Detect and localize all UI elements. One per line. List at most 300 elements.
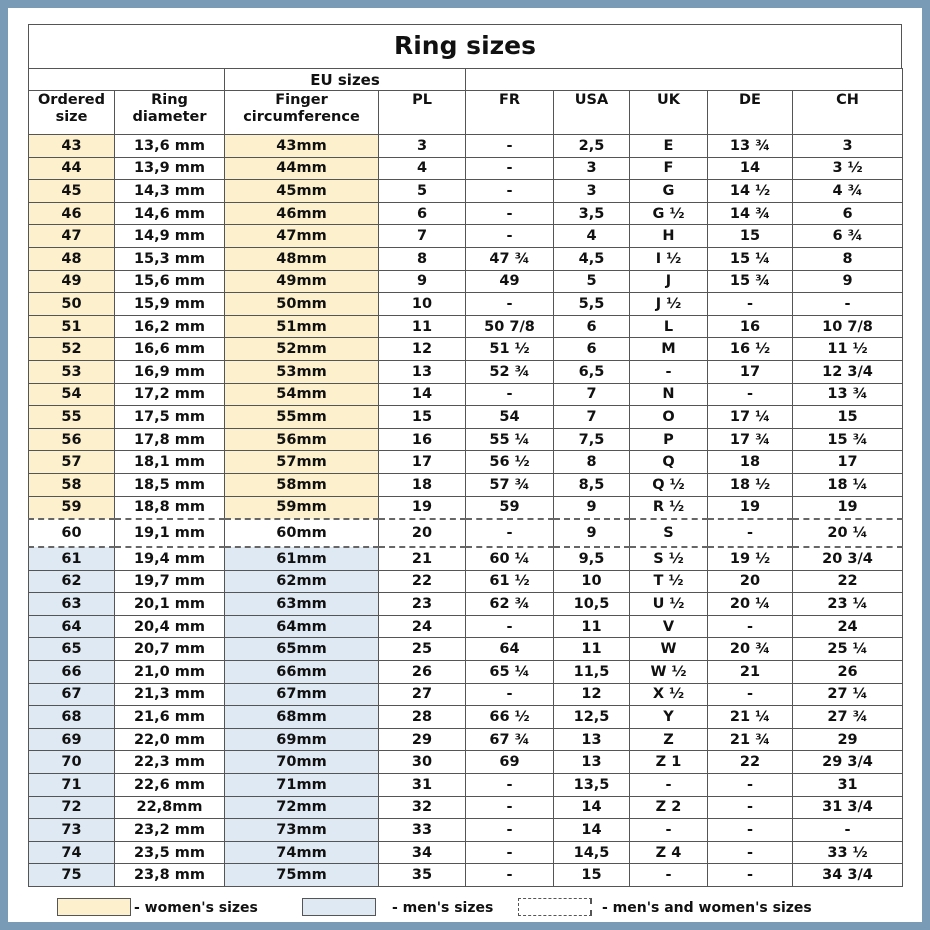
table-cell: 7 bbox=[554, 383, 630, 406]
table-cell: Z bbox=[630, 728, 708, 751]
table-cell: 45mm bbox=[225, 180, 379, 203]
table-cell: 22,3 mm bbox=[115, 751, 225, 774]
table-cell: 73 bbox=[29, 819, 115, 842]
table-cell: - bbox=[630, 774, 708, 797]
table-cell: 18,8 mm bbox=[115, 496, 225, 519]
table-cell: 20 3/4 bbox=[793, 547, 903, 570]
table-cell: 22,8mm bbox=[115, 796, 225, 819]
table-body bbox=[29, 135, 903, 887]
table-row bbox=[29, 428, 903, 451]
table-cell: 14 ½ bbox=[708, 180, 793, 203]
table-cell: 18 ½ bbox=[708, 473, 793, 496]
legend-label-both: - men's and women's sizes bbox=[602, 900, 812, 916]
table-cell: 11,5 bbox=[554, 661, 630, 684]
table-cell: 12 bbox=[554, 683, 630, 706]
table-cell: 9 bbox=[554, 519, 630, 547]
table-row bbox=[29, 496, 903, 519]
group-header-blank bbox=[29, 69, 225, 91]
table-cell: 61 bbox=[29, 547, 115, 570]
table-cell: 11 bbox=[554, 638, 630, 661]
table-cell: - bbox=[466, 225, 554, 248]
table-row bbox=[29, 406, 903, 429]
table-cell: 22,6 mm bbox=[115, 774, 225, 797]
table-cell: 56 bbox=[29, 428, 115, 451]
table-cell: 7 bbox=[554, 406, 630, 429]
table-cell: - bbox=[708, 864, 793, 887]
table-cell: 20 ¼ bbox=[708, 593, 793, 616]
table-cell: 68 bbox=[29, 706, 115, 729]
table-cell: - bbox=[630, 360, 708, 383]
table-cell: 20 bbox=[708, 570, 793, 593]
table-cell: 58 bbox=[29, 473, 115, 496]
table-cell: - bbox=[793, 293, 903, 316]
table-cell: 26 bbox=[379, 661, 466, 684]
table-cell: 2,5 bbox=[554, 135, 630, 158]
table-cell: 8 bbox=[793, 247, 903, 270]
table-cell: - bbox=[466, 180, 554, 203]
table-cell: 9 bbox=[793, 270, 903, 293]
table-cell: - bbox=[708, 519, 793, 547]
column-header: FR bbox=[466, 91, 554, 135]
table-cell: U ½ bbox=[630, 593, 708, 616]
column-header: Ring diameter bbox=[115, 91, 225, 135]
table-cell: 70mm bbox=[225, 751, 379, 774]
table-cell: J ½ bbox=[630, 293, 708, 316]
table-cell: 14,3 mm bbox=[115, 180, 225, 203]
table-cell: 3 ½ bbox=[793, 157, 903, 180]
table-cell: V bbox=[630, 615, 708, 638]
table-cell: 10 bbox=[379, 293, 466, 316]
legend bbox=[0, 896, 914, 916]
table-cell: 49 bbox=[466, 270, 554, 293]
column-header: CH bbox=[793, 91, 903, 135]
table-cell: - bbox=[630, 819, 708, 842]
table-cell: 29 bbox=[379, 728, 466, 751]
table-cell: 71mm bbox=[225, 774, 379, 797]
table-cell: 68mm bbox=[225, 706, 379, 729]
ring-size-table bbox=[28, 68, 903, 887]
table-cell: Z 4 bbox=[630, 841, 708, 864]
table-cell: 26 bbox=[793, 661, 903, 684]
table-cell: 13,6 mm bbox=[115, 135, 225, 158]
table-cell: W bbox=[630, 638, 708, 661]
table-cell: 8 bbox=[379, 247, 466, 270]
table-cell: 46mm bbox=[225, 202, 379, 225]
legend-swatch-women bbox=[57, 898, 131, 916]
table-cell: 10 bbox=[554, 570, 630, 593]
table-cell: 59 bbox=[29, 496, 115, 519]
table-cell: 75mm bbox=[225, 864, 379, 887]
table-cell: 21 ¾ bbox=[708, 728, 793, 751]
table-cell: 60mm bbox=[225, 519, 379, 547]
table-cell: 55 ¼ bbox=[466, 428, 554, 451]
table-cell: 6 bbox=[793, 202, 903, 225]
table-cell: - bbox=[466, 157, 554, 180]
table-cell: 60 bbox=[29, 519, 115, 547]
table-row bbox=[29, 360, 903, 383]
table-cell: - bbox=[466, 519, 554, 547]
table-row bbox=[29, 706, 903, 729]
table-cell: 47 bbox=[29, 225, 115, 248]
column-header: UK bbox=[630, 91, 708, 135]
table-cell: 13,5 bbox=[554, 774, 630, 797]
table-cell: - bbox=[466, 202, 554, 225]
table-cell: Q ½ bbox=[630, 473, 708, 496]
table-cell: 16,6 mm bbox=[115, 338, 225, 361]
table-cell: 69 bbox=[29, 728, 115, 751]
table-cell: 69mm bbox=[225, 728, 379, 751]
table-cell: 50 7/8 bbox=[466, 315, 554, 338]
table-cell: - bbox=[466, 135, 554, 158]
table-cell: 17 bbox=[793, 451, 903, 474]
table-row bbox=[29, 841, 903, 864]
table-cell: 12,5 bbox=[554, 706, 630, 729]
table-cell: 10,5 bbox=[554, 593, 630, 616]
table-cell: 72 bbox=[29, 796, 115, 819]
table-cell: 50mm bbox=[225, 293, 379, 316]
table-cell: 61mm bbox=[225, 547, 379, 570]
table-cell: 22,0 mm bbox=[115, 728, 225, 751]
legend-swatch-men bbox=[302, 898, 376, 916]
table-cell: 29 3/4 bbox=[793, 751, 903, 774]
table-cell: 31 bbox=[379, 774, 466, 797]
table-cell: 15,9 mm bbox=[115, 293, 225, 316]
table-cell: 28 bbox=[379, 706, 466, 729]
table-cell: 16 bbox=[379, 428, 466, 451]
table-cell: 44mm bbox=[225, 157, 379, 180]
table-cell: 16,2 mm bbox=[115, 315, 225, 338]
table-cell: 20,1 mm bbox=[115, 593, 225, 616]
table-row bbox=[29, 683, 903, 706]
table-cell: - bbox=[708, 841, 793, 864]
table-cell: 19 bbox=[379, 496, 466, 519]
table-row bbox=[29, 570, 903, 593]
table-cell: - bbox=[708, 293, 793, 316]
table-cell: 74 bbox=[29, 841, 115, 864]
table-cell: P bbox=[630, 428, 708, 451]
table-cell: 31 bbox=[793, 774, 903, 797]
table-cell: 23,2 mm bbox=[115, 819, 225, 842]
table-cell: O bbox=[630, 406, 708, 429]
table-cell: 18,5 mm bbox=[115, 473, 225, 496]
table-row bbox=[29, 473, 903, 496]
table-row bbox=[29, 293, 903, 316]
table-cell: 35 bbox=[379, 864, 466, 887]
table-cell: 19,7 mm bbox=[115, 570, 225, 593]
table-cell: 15 ¾ bbox=[793, 428, 903, 451]
table-cell: 62mm bbox=[225, 570, 379, 593]
table-cell: 24 bbox=[793, 615, 903, 638]
table-cell: 32 bbox=[379, 796, 466, 819]
table-cell: 64 bbox=[466, 638, 554, 661]
table-cell: 20,7 mm bbox=[115, 638, 225, 661]
table-row bbox=[29, 270, 903, 293]
table-cell: 63mm bbox=[225, 593, 379, 616]
table-cell: 57 ¾ bbox=[466, 473, 554, 496]
table-cell: 43 bbox=[29, 135, 115, 158]
table-cell: 53 bbox=[29, 360, 115, 383]
table-cell: 54 bbox=[466, 406, 554, 429]
table-cell: 20 ¾ bbox=[708, 638, 793, 661]
table-cell: 24 bbox=[379, 615, 466, 638]
table-cell: - bbox=[466, 615, 554, 638]
table-row bbox=[29, 751, 903, 774]
table-cell: 19,1 mm bbox=[115, 519, 225, 547]
table-cell: 61 ½ bbox=[466, 570, 554, 593]
table-cell: 29 bbox=[793, 728, 903, 751]
table-cell: 13,9 mm bbox=[115, 157, 225, 180]
table-cell: 66 ½ bbox=[466, 706, 554, 729]
table-cell: 63 bbox=[29, 593, 115, 616]
table-cell: 48mm bbox=[225, 247, 379, 270]
group-header-row bbox=[29, 69, 903, 91]
table-cell: 34 3/4 bbox=[793, 864, 903, 887]
table-cell: 17 ¼ bbox=[708, 406, 793, 429]
table-cell: 17 bbox=[708, 360, 793, 383]
table-cell: 14,5 bbox=[554, 841, 630, 864]
table-cell: 14 bbox=[379, 383, 466, 406]
table-cell: 3,5 bbox=[554, 202, 630, 225]
table-cell: 16 ½ bbox=[708, 338, 793, 361]
table-cell: 49 bbox=[29, 270, 115, 293]
table-cell: 33 bbox=[379, 819, 466, 842]
table-row bbox=[29, 796, 903, 819]
table-row bbox=[29, 157, 903, 180]
table-cell: 64 bbox=[29, 615, 115, 638]
table-cell: R ½ bbox=[630, 496, 708, 519]
table-cell: J bbox=[630, 270, 708, 293]
table-cell: 11 bbox=[379, 315, 466, 338]
table-cell: 75 bbox=[29, 864, 115, 887]
table-row bbox=[29, 819, 903, 842]
table-cell: 31 3/4 bbox=[793, 796, 903, 819]
table-cell: 70 bbox=[29, 751, 115, 774]
table-cell: 51 bbox=[29, 315, 115, 338]
table-cell: 47mm bbox=[225, 225, 379, 248]
table-cell: - bbox=[708, 683, 793, 706]
table-cell: 17 ¾ bbox=[708, 428, 793, 451]
table-cell: 23 ¼ bbox=[793, 593, 903, 616]
table-cell: - bbox=[793, 819, 903, 842]
table-cell: 65 ¼ bbox=[466, 661, 554, 684]
table-cell: 20,4 mm bbox=[115, 615, 225, 638]
table-cell: Z 2 bbox=[630, 796, 708, 819]
column-header: USA bbox=[554, 91, 630, 135]
table-cell: 44 bbox=[29, 157, 115, 180]
table-row bbox=[29, 202, 903, 225]
table-cell: 21 bbox=[379, 547, 466, 570]
table-cell: 54 bbox=[29, 383, 115, 406]
table-cell: X ½ bbox=[630, 683, 708, 706]
table-row bbox=[29, 247, 903, 270]
table-cell: 6 bbox=[379, 202, 466, 225]
table-cell: 8,5 bbox=[554, 473, 630, 496]
table-row bbox=[29, 180, 903, 203]
table-cell: 17,2 mm bbox=[115, 383, 225, 406]
table-cell: E bbox=[630, 135, 708, 158]
table-cell: 51 ½ bbox=[466, 338, 554, 361]
table-row bbox=[29, 225, 903, 248]
table-cell: 22 bbox=[708, 751, 793, 774]
column-header-row bbox=[29, 91, 903, 135]
legend-label-men: - men's sizes bbox=[392, 900, 494, 916]
table-cell: 25 ¼ bbox=[793, 638, 903, 661]
table-cell: 8 bbox=[554, 451, 630, 474]
table-cell: 45 bbox=[29, 180, 115, 203]
table-cell: 22 bbox=[793, 570, 903, 593]
table-cell: 4 ¾ bbox=[793, 180, 903, 203]
table-cell: 23,8 mm bbox=[115, 864, 225, 887]
table-cell: I ½ bbox=[630, 247, 708, 270]
table-cell: 14 ¾ bbox=[708, 202, 793, 225]
table-cell: 52mm bbox=[225, 338, 379, 361]
table-cell: 73mm bbox=[225, 819, 379, 842]
legend-swatch-both bbox=[518, 898, 592, 916]
table-row bbox=[29, 615, 903, 638]
table-cell: 14,9 mm bbox=[115, 225, 225, 248]
table-cell: - bbox=[708, 819, 793, 842]
table-cell: 16 bbox=[708, 315, 793, 338]
table-cell: 12 3/4 bbox=[793, 360, 903, 383]
table-cell: 62 ¾ bbox=[466, 593, 554, 616]
table-cell: 30 bbox=[379, 751, 466, 774]
table-cell: T ½ bbox=[630, 570, 708, 593]
table-cell: H bbox=[630, 225, 708, 248]
table-cell: 19 bbox=[793, 496, 903, 519]
table-cell: 6 bbox=[554, 315, 630, 338]
table-cell: 48 bbox=[29, 247, 115, 270]
column-header: Finger circumference bbox=[225, 91, 379, 135]
column-header: PL bbox=[379, 91, 466, 135]
table-cell: 59mm bbox=[225, 496, 379, 519]
table-cell: 72mm bbox=[225, 796, 379, 819]
table-cell: - bbox=[630, 864, 708, 887]
table-cell: S ½ bbox=[630, 547, 708, 570]
table-cell: 50 bbox=[29, 293, 115, 316]
table-cell: 4 bbox=[379, 157, 466, 180]
table-cell: 6 bbox=[554, 338, 630, 361]
legend-label-women: - women's sizes bbox=[134, 900, 258, 916]
table-cell: M bbox=[630, 338, 708, 361]
table-cell: 18 ¼ bbox=[793, 473, 903, 496]
table-cell: 10 7/8 bbox=[793, 315, 903, 338]
table-cell: 55 bbox=[29, 406, 115, 429]
table-cell: - bbox=[708, 774, 793, 797]
table-cell: 15 bbox=[554, 864, 630, 887]
table-row bbox=[29, 864, 903, 887]
table-cell: - bbox=[466, 864, 554, 887]
table-cell: 21,6 mm bbox=[115, 706, 225, 729]
table-cell: 51mm bbox=[225, 315, 379, 338]
table-cell: 57 bbox=[29, 451, 115, 474]
table-cell: 27 bbox=[379, 683, 466, 706]
table-cell: 47 ¾ bbox=[466, 247, 554, 270]
table-cell: 23 bbox=[379, 593, 466, 616]
table-cell: 66mm bbox=[225, 661, 379, 684]
table-cell: 67 bbox=[29, 683, 115, 706]
table-cell: - bbox=[466, 683, 554, 706]
table-cell: 43mm bbox=[225, 135, 379, 158]
table-cell: 12 bbox=[379, 338, 466, 361]
table-cell: 46 bbox=[29, 202, 115, 225]
table-cell: 4 bbox=[554, 225, 630, 248]
table-row bbox=[29, 315, 903, 338]
table-cell: 34 bbox=[379, 841, 466, 864]
table-cell: 14 bbox=[554, 796, 630, 819]
table-cell: 14 bbox=[708, 157, 793, 180]
table-cell: 20 bbox=[379, 519, 466, 547]
table-cell: 54mm bbox=[225, 383, 379, 406]
column-header: Ordered size bbox=[29, 91, 115, 135]
table-cell: 74mm bbox=[225, 841, 379, 864]
table-cell: 20 ¼ bbox=[793, 519, 903, 547]
table-cell: 33 ½ bbox=[793, 841, 903, 864]
table-cell: 11 bbox=[554, 615, 630, 638]
table-cell: - bbox=[466, 774, 554, 797]
table-cell: 53mm bbox=[225, 360, 379, 383]
table-cell: 27 ¼ bbox=[793, 683, 903, 706]
table-cell: 9 bbox=[554, 496, 630, 519]
table-cell: 56mm bbox=[225, 428, 379, 451]
table-cell: 11 ½ bbox=[793, 338, 903, 361]
table-cell: 17,5 mm bbox=[115, 406, 225, 429]
table-cell: - bbox=[466, 293, 554, 316]
table-cell: 13 bbox=[379, 360, 466, 383]
table-cell: 13 ¾ bbox=[708, 135, 793, 158]
table-cell: 13 bbox=[554, 751, 630, 774]
table-cell: 62 bbox=[29, 570, 115, 593]
table-cell: 15,6 mm bbox=[115, 270, 225, 293]
table-row bbox=[29, 638, 903, 661]
table-cell: F bbox=[630, 157, 708, 180]
table-cell: 25 bbox=[379, 638, 466, 661]
table-cell: 3 bbox=[554, 180, 630, 203]
table-cell: - bbox=[466, 796, 554, 819]
table-cell: Q bbox=[630, 451, 708, 474]
table-cell: 3 bbox=[554, 157, 630, 180]
table-cell: - bbox=[708, 383, 793, 406]
table-cell: 14,6 mm bbox=[115, 202, 225, 225]
table-cell: 3 bbox=[793, 135, 903, 158]
table-cell: 60 ¼ bbox=[466, 547, 554, 570]
table-row bbox=[29, 774, 903, 797]
table-row bbox=[29, 661, 903, 684]
table-cell: 4,5 bbox=[554, 247, 630, 270]
table-cell: G ½ bbox=[630, 202, 708, 225]
table-row bbox=[29, 338, 903, 361]
table-cell: 57mm bbox=[225, 451, 379, 474]
table-cell: 3 bbox=[379, 135, 466, 158]
table-cell: G bbox=[630, 180, 708, 203]
table-cell: 52 ¾ bbox=[466, 360, 554, 383]
table-cell: 5 bbox=[554, 270, 630, 293]
table-cell: S bbox=[630, 519, 708, 547]
table-cell: 67mm bbox=[225, 683, 379, 706]
table-cell: 56 ½ bbox=[466, 451, 554, 474]
table-cell: - bbox=[708, 796, 793, 819]
table-row bbox=[29, 547, 903, 570]
table-row bbox=[29, 593, 903, 616]
table-cell: N bbox=[630, 383, 708, 406]
table-cell: 64mm bbox=[225, 615, 379, 638]
table-cell: 13 ¾ bbox=[793, 383, 903, 406]
table-cell: 55mm bbox=[225, 406, 379, 429]
table-row bbox=[29, 451, 903, 474]
table-cell: 6,5 bbox=[554, 360, 630, 383]
table-cell: 21,0 mm bbox=[115, 661, 225, 684]
table-cell: 65 bbox=[29, 638, 115, 661]
table-row bbox=[29, 519, 903, 547]
